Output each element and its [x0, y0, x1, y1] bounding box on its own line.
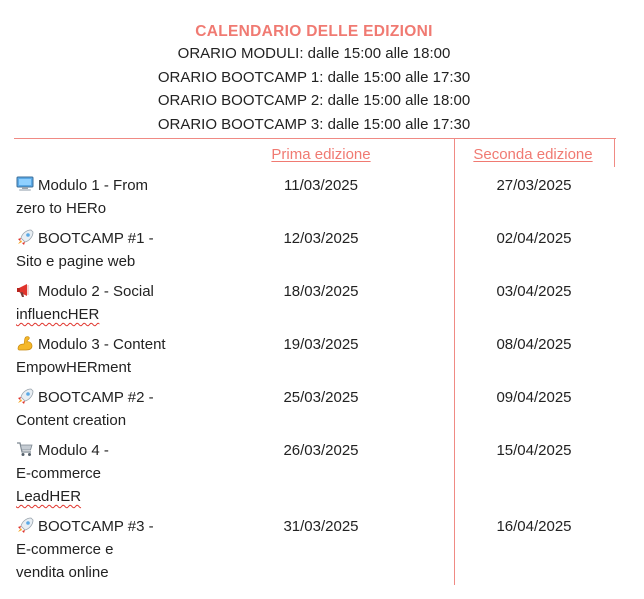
header-divider [14, 138, 616, 139]
shopping-cart-icon [16, 441, 34, 457]
module-name-line2: Sito e pagine web [16, 253, 136, 270]
second-edition-date: 03/04/2025 [496, 283, 572, 300]
computer-icon [16, 176, 34, 192]
column-divider [454, 139, 455, 585]
column-header-first-edition[interactable]: Prima edizione [271, 146, 371, 163]
module-name-line2: E-commerce [16, 465, 102, 482]
module-name-line1: BOOTCAMP #2 - [38, 389, 154, 406]
module-name [16, 280, 206, 326]
module-name-line1: BOOTCAMP #1 - [38, 230, 154, 247]
module-name [16, 386, 206, 432]
module-name [16, 439, 206, 508]
first-edition-date: 31/03/2025 [283, 518, 359, 535]
module-name-line2: Content creation [16, 412, 127, 429]
second-edition-date: 08/04/2025 [496, 336, 572, 353]
first-edition-date: 19/03/2025 [283, 336, 359, 353]
schedule-moduli: ORARIO MODULI: dalle 15:00 alle 18:00 [177, 45, 451, 62]
module-name-line3: LeadHER [16, 488, 82, 505]
calendar-title: CALENDARIO DELLE EDIZIONI [195, 23, 433, 40]
schedule-bootcamp-1: ORARIO BOOTCAMP 1: dalle 15:00 alle 17:30 [157, 68, 471, 86]
second-edition-date: 15/04/2025 [496, 442, 572, 459]
second-edition-date: 27/03/2025 [496, 177, 572, 194]
second-edition-date: 09/04/2025 [496, 389, 572, 406]
module-name-line1: Modulo 2 - Social [38, 283, 154, 300]
rocket-icon [16, 388, 34, 404]
calendar-header [0, 22, 628, 136]
module-name [16, 174, 206, 220]
module-name [16, 515, 206, 584]
first-edition-date: 26/03/2025 [283, 442, 359, 459]
first-edition-date: 25/03/2025 [283, 389, 359, 406]
schedule-bootcamp-2: ORARIO BOOTCAMP 2: dalle 15:00 alle 18:00 [157, 92, 471, 109]
second-edition-date: 02/04/2025 [496, 230, 572, 247]
module-name-line2: influencHER [16, 306, 100, 323]
first-edition-date: 12/03/2025 [283, 230, 359, 247]
module-name [16, 333, 206, 379]
module-name-line1: Modulo 1 - From [38, 177, 149, 194]
module-name-line2: zero to HERo [16, 200, 107, 217]
module-name-line2: EmpowHERment [16, 359, 132, 376]
rocket-icon [16, 517, 34, 533]
module-name-line1: Modulo 4 - [38, 442, 109, 459]
megaphone-icon [16, 282, 34, 298]
first-edition-date: 11/03/2025 [284, 177, 358, 194]
column-divider-right [614, 139, 615, 167]
flexed-biceps-icon [16, 335, 34, 351]
column-header-second-edition[interactable]: Seconda edizione [473, 146, 593, 163]
schedule-bootcamp-3: ORARIO BOOTCAMP 3: dalle 15:00 alle 17:30 [157, 115, 471, 133]
rocket-icon [16, 229, 34, 245]
module-name [16, 227, 206, 273]
first-edition-date: 18/03/2025 [283, 283, 359, 300]
module-name-line2: E-commerce e [16, 541, 114, 558]
module-name-line1: Modulo 3 - Content [38, 336, 166, 353]
module-name-line1: BOOTCAMP #3 - [38, 518, 154, 535]
second-edition-date: 16/04/2025 [496, 518, 572, 535]
module-name-line3: vendita online [16, 564, 109, 581]
